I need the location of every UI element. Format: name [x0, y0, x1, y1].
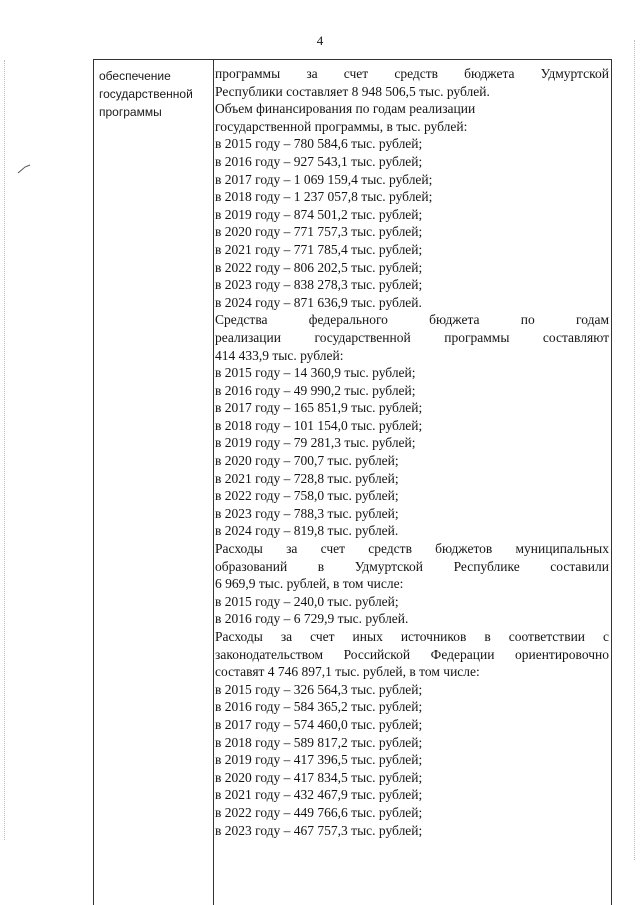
total-by-year-list	[215, 135, 609, 311]
word: составили	[550, 558, 609, 574]
total-year-line: в 2015 году – 780 584,6 тыс. рублей;	[215, 136, 423, 152]
passport-table	[93, 59, 612, 905]
federal-year-line: в 2021 году – 728,8 тыс. рублей;	[215, 470, 399, 486]
federal-line-2	[215, 329, 609, 347]
word: соответствии	[508, 629, 586, 644]
federal-line-1	[215, 311, 609, 329]
federal-year-line: в 2018 году – 101 154,0 тыс. рублей;	[215, 417, 423, 433]
total-year-line: в 2024 году – 871 636,9 тыс. рублей.	[215, 294, 422, 310]
municipal-line-3: 6 969,9 тыс. рублей, в том числе:	[215, 576, 404, 592]
federal-year-line: в 2019 году – 79 281,3 тыс. рублей;	[215, 435, 416, 451]
federal-by-year-list	[215, 364, 609, 540]
total-title-2: государственной программы, в тыс. рублей:	[215, 118, 468, 134]
federal-line-3: 414 433,9 тыс. рублей:	[215, 347, 344, 363]
word: Удмуртской	[354, 558, 424, 574]
word: иных	[352, 629, 383, 644]
total-year-line: в 2020 году – 771 757,3 тыс. рублей;	[215, 224, 423, 240]
word: за	[306, 66, 318, 81]
other-year-line: в 2017 году – 574 460,0 тыс. рублей;	[215, 716, 423, 732]
other-line-2	[215, 646, 609, 664]
other-year-line: в 2023 году – 467 757,3 тыс. рублей;	[215, 822, 423, 838]
word: государственной	[314, 329, 411, 345]
intro-line-2: Республики составляет 8 948 506,5 тыс. рублей.	[215, 83, 490, 99]
word: с	[603, 629, 609, 644]
word: муниципальных	[515, 541, 609, 557]
word: годам	[576, 312, 609, 328]
total-year-line: в 2016 году – 927 543,1 тыс. рублей;	[215, 153, 423, 169]
word: за	[286, 541, 298, 557]
word: составляют	[542, 329, 609, 345]
total-year-line: в 2018 году – 1 237 057,8 тыс. рублей;	[215, 189, 433, 205]
word: в	[484, 629, 491, 644]
word: Российской	[343, 646, 411, 662]
word: программы	[444, 329, 510, 345]
total-year-line: в 2023 году – 838 278,3 тыс. рублей;	[215, 277, 423, 293]
municipal-year-line: в 2015 году – 240,0 тыс. рублей;	[215, 593, 399, 609]
total-year-line: в 2019 году – 874 501,2 тыс. рублей;	[215, 206, 423, 222]
word: счет	[310, 629, 335, 644]
word: образований	[215, 558, 288, 574]
word: бюджета	[464, 66, 515, 81]
other-by-year-list	[215, 681, 609, 839]
right-cell-content	[215, 65, 609, 839]
word: Расходы	[215, 629, 263, 644]
federal-year-line: в 2015 году – 14 360,9 тыс. рублей;	[215, 365, 416, 381]
left-line: обеспечение	[99, 69, 171, 83]
federal-year-line: в 2022 году – 758,0 тыс. рублей;	[215, 488, 399, 504]
other-line-3: составят 4 746 897,1 тыс. рублей, в том числе:	[215, 664, 480, 680]
word: Республике	[453, 558, 520, 574]
municipal-year-line: в 2016 году – 6 729,9 тыс. рублей.	[215, 611, 409, 627]
word: бюджетов	[435, 541, 493, 557]
word: счет	[343, 66, 369, 81]
word: по	[520, 312, 535, 328]
word: законодательством	[215, 646, 324, 662]
federal-year-line: в 2024 году – 819,8 тыс. рублей.	[215, 523, 399, 539]
word: Средства	[215, 312, 268, 328]
word: источников	[400, 629, 467, 644]
federal-year-line: в 2020 году – 700,7 тыс. рублей;	[215, 453, 399, 469]
word: средств	[368, 541, 412, 557]
other-year-line: в 2018 году – 589 817,2 тыс. рублей;	[215, 734, 423, 750]
stray-pen-mark	[17, 164, 31, 174]
left-line: государственной	[99, 87, 193, 101]
word: федерального	[308, 312, 388, 328]
word: ориентировочно	[514, 646, 609, 662]
other-year-line: в 2016 году – 584 365,2 тыс. рублей;	[215, 699, 423, 715]
total-title-1: Объем финансирования по годам реализации	[215, 101, 476, 117]
word: программы	[215, 66, 281, 81]
other-year-line: в 2021 году – 432 467,9 тыс. рублей;	[215, 787, 423, 803]
other-year-line: в 2015 году – 326 564,3 тыс. рублей;	[215, 681, 423, 697]
other-year-line: в 2019 году – 417 396,5 тыс. рублей;	[215, 752, 423, 768]
intro-line-1	[215, 65, 609, 83]
word: бюджета	[429, 312, 480, 328]
page-number: 4	[316, 33, 324, 48]
word: в	[317, 558, 325, 574]
word: счет	[320, 541, 346, 557]
municipal-by-year-list	[215, 593, 609, 628]
left-cell-label	[99, 67, 211, 121]
word: Удмуртской	[540, 66, 609, 81]
total-year-line: в 2021 году – 771 785,4 тыс. рублей;	[215, 241, 423, 257]
left-line: программы	[99, 105, 162, 119]
total-year-line: в 2022 году – 806 202,5 тыс. рублей;	[215, 259, 423, 275]
other-year-line: в 2022 году – 449 766,6 тыс. рублей;	[215, 804, 423, 820]
total-year-line: в 2017 году – 1 069 159,4 тыс. рублей;	[215, 171, 433, 187]
scan-edge-artifact	[4, 60, 6, 840]
federal-year-line: в 2016 году – 49 990,2 тыс. рублей;	[215, 382, 416, 398]
column-divider	[213, 60, 214, 905]
word: средств	[394, 66, 439, 81]
other-line-1	[215, 628, 609, 646]
federal-year-line: в 2023 году – 788,3 тыс. рублей;	[215, 505, 399, 521]
federal-year-line: в 2017 году – 165 851,9 тыс. рублей;	[215, 400, 423, 416]
word: реализации	[215, 329, 281, 345]
word: Федерации	[430, 646, 495, 662]
municipal-line-1	[215, 540, 609, 558]
scan-edge-artifact	[634, 40, 636, 860]
municipal-line-2	[215, 558, 609, 576]
word: за	[280, 629, 293, 644]
word: Расходы	[215, 541, 263, 557]
other-year-line: в 2020 году – 417 834,5 тыс. рублей;	[215, 769, 423, 785]
